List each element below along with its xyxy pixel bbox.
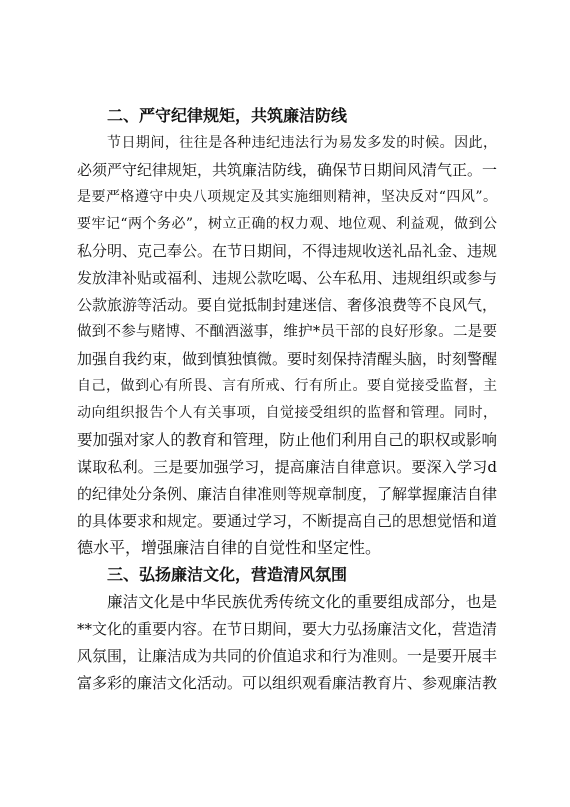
paragraph-line: 廉洁文化是中华民族优秀传统文化的重要组成部分，也是 bbox=[107, 593, 497, 611]
paragraph-line: 发放津补贴或福利、违规公款吃喝、公车私用、违规组织或参与 bbox=[77, 269, 497, 287]
paragraph-line: 富多彩的廉洁文化活动。可以组织观看廉洁教育片、参观廉洁教 bbox=[77, 674, 497, 692]
paragraph-line: 做到不参与赌博、不酗酒滋事，维护*员干部的良好形象。二是要 bbox=[77, 324, 497, 340]
paragraph-line: 公款旅游等活动。要自觉抵制封建迷信、奢侈浪费等不良风气， bbox=[77, 296, 497, 314]
paragraph-line: 德水平，增强廉洁自律的自觉性和坚定性。 bbox=[77, 538, 382, 557]
paragraph-line: 动向组织报告个人有关事项，自觉接受组织的监督和管理。同时， bbox=[77, 405, 497, 421]
paragraph-line: **文化的重要内容。在节日期间，要大力弘扬廉洁文化，营造清 bbox=[77, 620, 497, 638]
paragraph-line: 的具体要求和规定。要通过学习，不断提高自己的思想觉悟和道 bbox=[77, 512, 497, 530]
paragraph-line: 私分明、克己奉公。在节日期间，不得违规收送礼品礼金、违规 bbox=[77, 242, 497, 260]
paragraph-line: 节日期间，往往是各种违纪违法行为易发多发的时候。因此， bbox=[107, 135, 497, 151]
paragraph-line: 要牢记“两个务必”，树立正确的权力观、地位观、利益观，做到公 bbox=[77, 216, 497, 232]
paragraph-line: 的纪律处分条例、廉洁自律准则等规章制度，了解掌握廉洁自律 bbox=[77, 485, 497, 503]
section-heading: 二、严守纪律规矩，共筑廉洁防线 bbox=[107, 106, 348, 125]
paragraph-line: 自己，做到心有所畏、言有所戒、行有所止。要自觉接受监督，主 bbox=[77, 378, 497, 394]
paragraph-line: 风氛围，让廉洁成为共同的价值追求和行为准则。一是要开展丰 bbox=[77, 647, 497, 665]
paragraph-line: 加强自我约束，做到慎独慎微。要时刻保持清醒头脑，时刻警醒 bbox=[77, 350, 497, 368]
paragraph-line: 必须严守纪律规矩，共筑廉洁防线，确保节日期间风清气正。一 bbox=[77, 161, 497, 179]
paragraph-line: 谋取私利。三是要加强学习，提高廉洁自律意识。要深入学习d bbox=[77, 458, 497, 476]
paragraph-line: 要加强对家人的教育和管理，防止他们利用自己的职权或影响 bbox=[77, 431, 497, 449]
section-heading: 三、弘扬廉洁文化，营造清风氛围 bbox=[107, 565, 348, 584]
paragraph-line: 是要严格遵守中央八项规定及其实施细则精神，坚决反对“四风”。 bbox=[77, 189, 497, 205]
